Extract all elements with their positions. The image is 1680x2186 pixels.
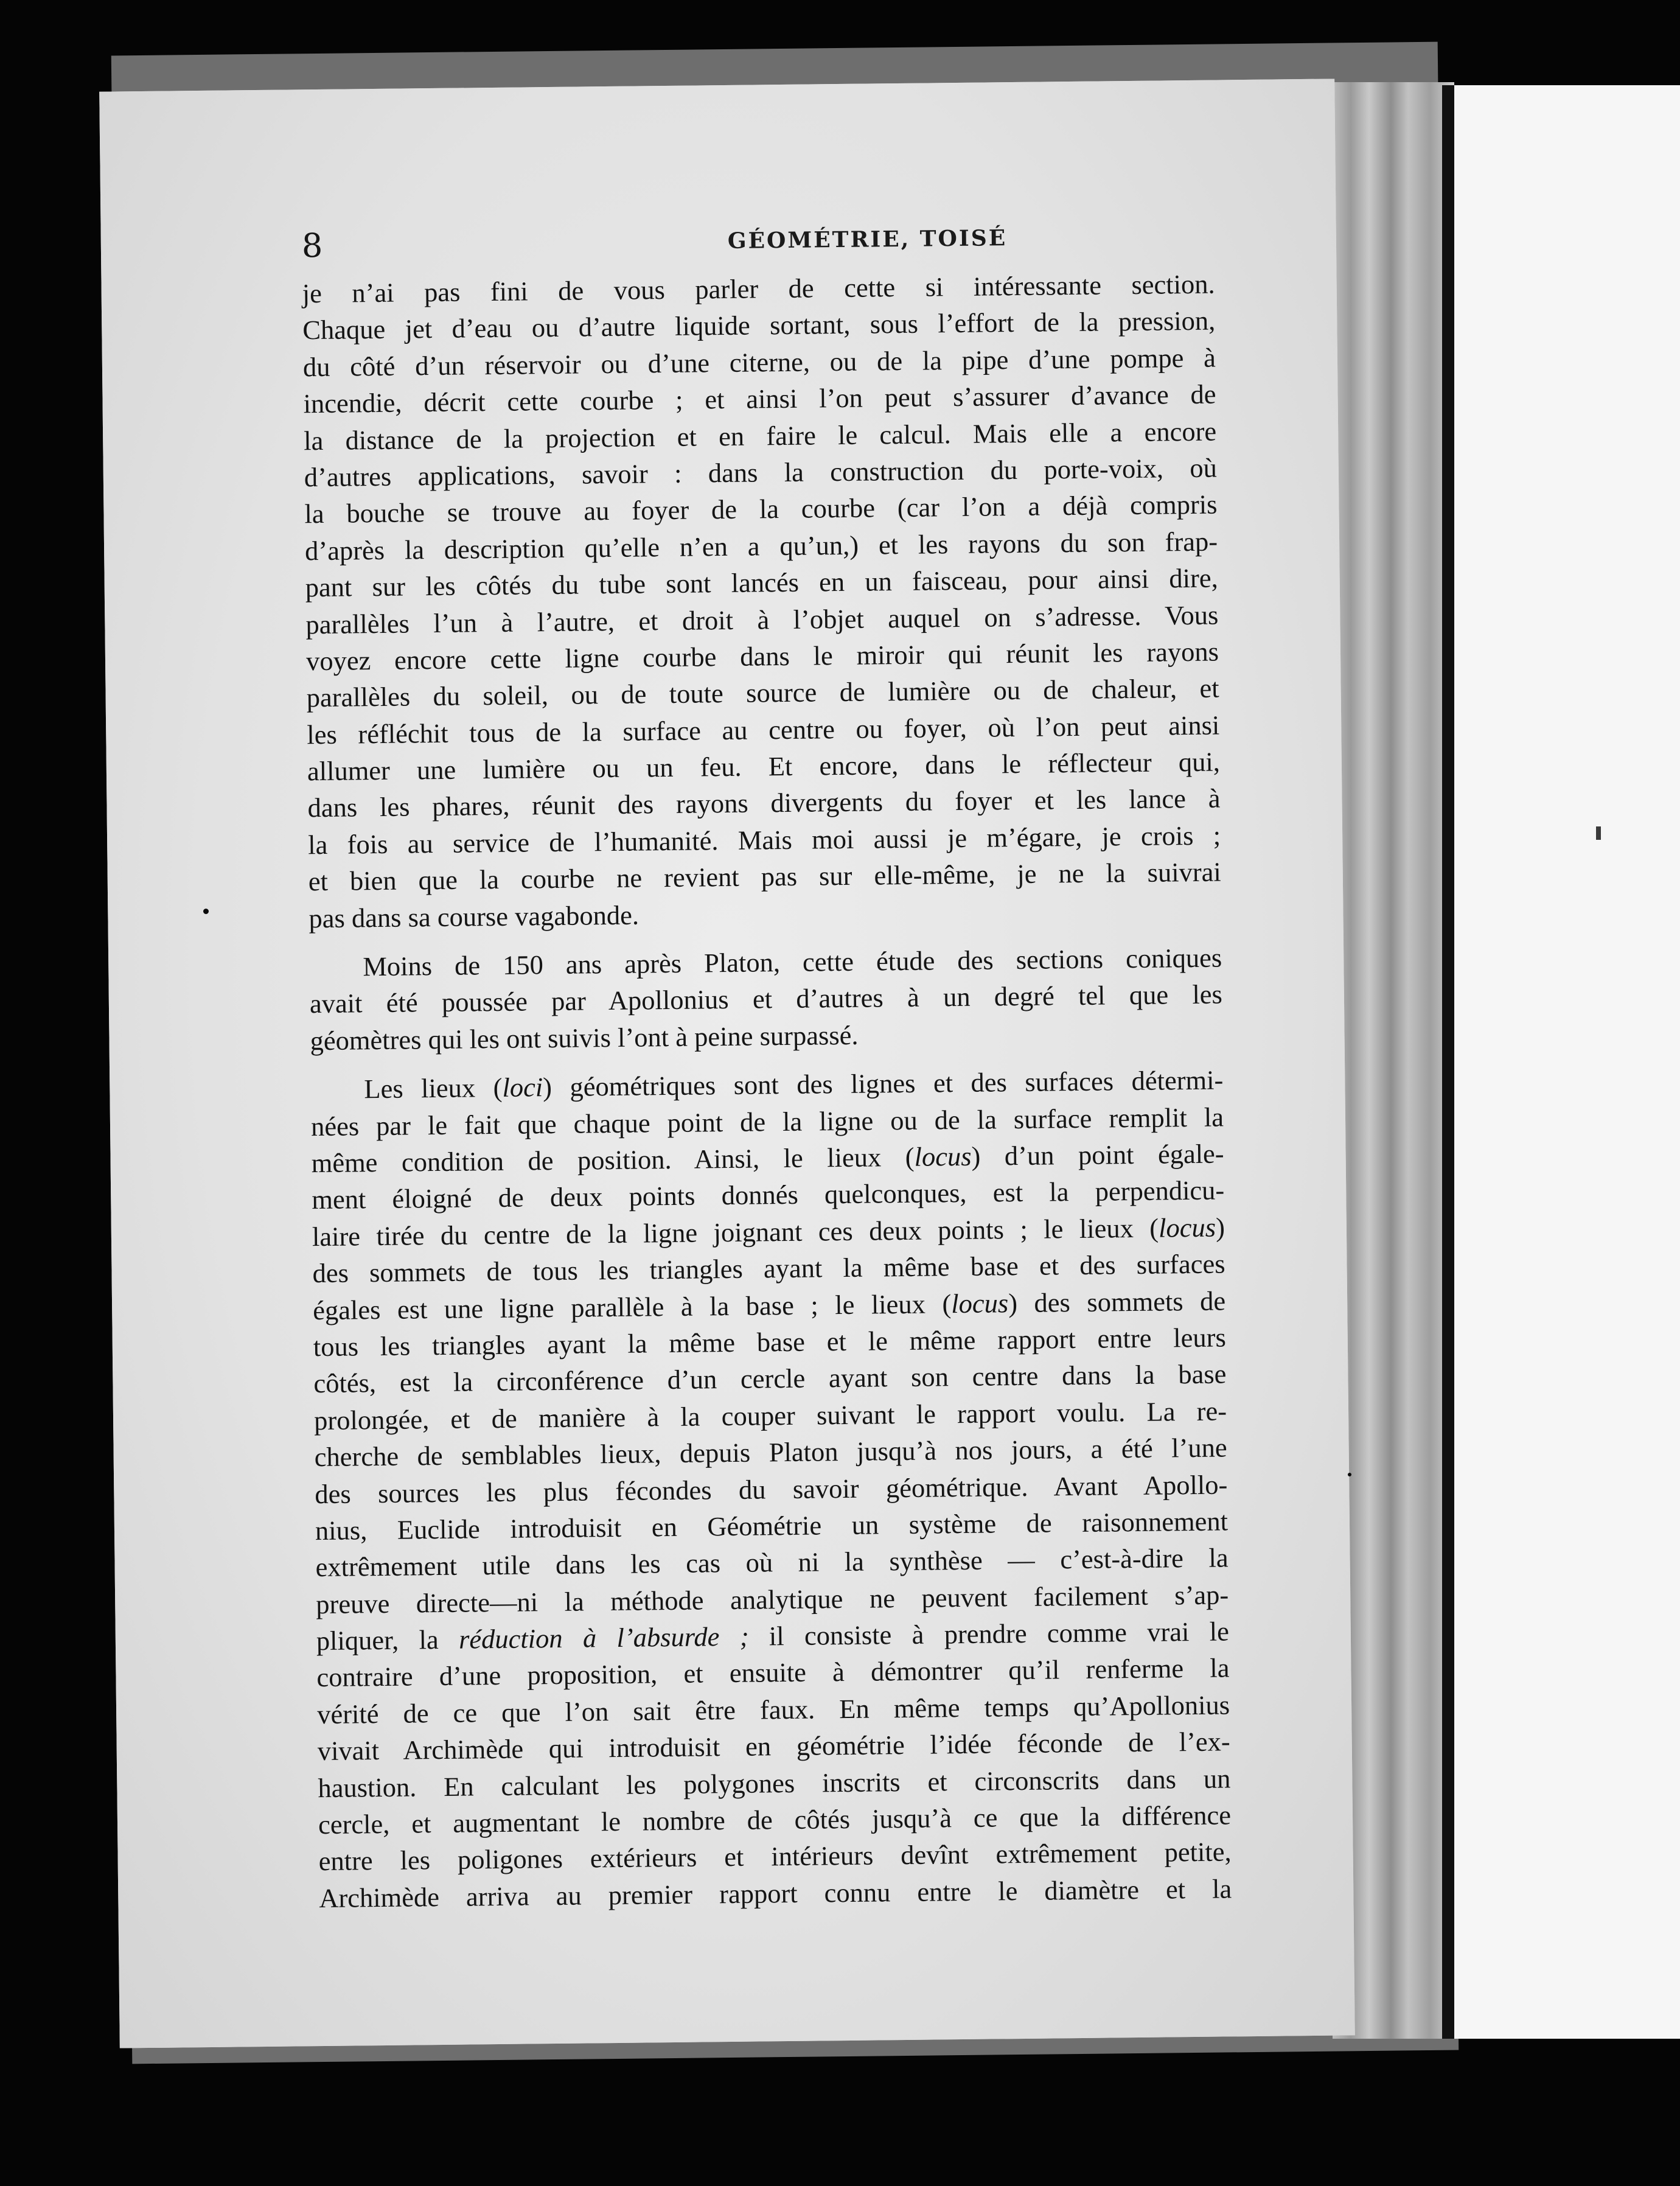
text-line: dans les phares, réunit des rayons divergents du foyer et les lance à (307, 783, 1221, 823)
text-segment: des sources les plus fécondes du savoir géométrique. Avant Apollo- (315, 1468, 1228, 1509)
text-segment: ment éloigné de deux points donnés quelconques, est la perpendicu- (312, 1175, 1225, 1215)
text-line: Moins de 150 ans après Platon, cette étude des sections coniques (363, 942, 1222, 982)
paragraph-1 (302, 266, 1221, 937)
margin-mark (1596, 826, 1601, 840)
text-line: la bouche se trouve au foyer de la courbe (car l’on a déjà compris (304, 489, 1218, 529)
text-segment: haustion. En calculant les polygones inscrits et circonscrits dans un (318, 1763, 1231, 1803)
text-line: pas dans sa course vagabonde. (308, 899, 640, 934)
running-title: GÉOMÉTRIE, TOISÉ (727, 225, 1008, 254)
text-line: voyez encore cette ligne courbe dans le miroir qui réunit les rayons (305, 636, 1219, 677)
body-text (302, 266, 1232, 1917)
text-line: du côté d’un réservoir ou d’une citerne, ou de la pipe d’une pompe à (302, 342, 1216, 383)
text-segment: cercle, et augmentant le nombre de côtés jusqu’à ce que la différence (318, 1800, 1232, 1840)
facing-page (1454, 85, 1680, 2039)
text-line: la fois au service de l’humanité. Mais moi aussi je m’égare, je crois ; (307, 820, 1221, 861)
text-segment: égales est une ligne parallèle à la base ; le lieux ( (312, 1288, 952, 1325)
text-segment: tous les triangles ayant la même base et le même rapport entre leurs (313, 1322, 1227, 1363)
text-segment: même condition de position. Ainsi, le lieux ( (311, 1141, 915, 1179)
text-line: pant sur les côtés du tube sont lancés en un faisceau, pour ainsi dire, (305, 562, 1218, 603)
italic-text: réduction à l’absurde ; (458, 1621, 749, 1655)
text-segment: entre les poligones extérieurs et intérieurs devînt extrêmement petite, (318, 1836, 1232, 1877)
text-segment: il consiste à prendre comme vrai le (748, 1616, 1230, 1652)
text-segment: prolongée, et de manière à la couper suivant le rapport voulu. La re- (313, 1395, 1227, 1436)
text-segment: ) géométriques sont des lignes et des surfaces détermi- (542, 1064, 1224, 1103)
text-segment: Les lieux ( (364, 1072, 503, 1105)
book-gutter (1442, 85, 1454, 2039)
text-segment: Archimède arriva au premier rapport connu entre le diamètre et la (319, 1873, 1232, 1913)
text-line: d’après la description qu’elle n’en a qu’un,) et les rayons du son frap- (304, 526, 1218, 566)
italic-text: locus (950, 1287, 1009, 1319)
dust-speck (203, 909, 209, 914)
text-line: incendie, décrit cette courbe ; et ainsi l’on peut s’assurer d’avance de (303, 379, 1216, 419)
text-segment: preuve directe—ni la méthode analytique ne peuvent facilement s’ap- (316, 1579, 1229, 1619)
italic-text: locus (1158, 1212, 1216, 1243)
text-segment: ) (1215, 1212, 1225, 1243)
book-page (99, 79, 1355, 2048)
text-segment: nius, Euclide introduisit en Géométrie un système de raisonnement (315, 1506, 1229, 1546)
text-line: parallèles l’un à l’autre, et droit à l’objet auquel on s’adresse. Vous (305, 599, 1219, 640)
text-segment: vérité de ce que l’on sait être faux. En même temps qu’Apollonius (316, 1689, 1230, 1730)
text-line: géomètres qui les ont suivis l’ont à peine surpassé. (310, 1019, 859, 1056)
paragraph-2 (309, 940, 1223, 1060)
text-segment: vivait Archimède qui introduisit en géométrie l’idée féconde de l’ex- (317, 1726, 1230, 1767)
text-line: Chaque jet d’eau ou d’autre liquide sortant, sous l’effort de la pression, (302, 305, 1216, 346)
text-segment: laire tirée du centre de la ligne joignant ces deux points ; le lieux ( (312, 1212, 1159, 1252)
italic-text: locus (914, 1140, 972, 1172)
italic-text: loci (502, 1072, 543, 1103)
text-segment: ) des sommets de (1008, 1285, 1226, 1318)
text-segment: contraire d’une proposition, et ensuite à démontrer qu’il renferme la (316, 1652, 1230, 1693)
text-line: et bien que la courbe ne revient pas sur elle-même, je ne la suivrai (308, 856, 1222, 897)
text-segment: pliquer, la (316, 1624, 459, 1657)
paragraph-3 (310, 1062, 1232, 1917)
text-line: la distance de la projection et en faire le calcul. Mais elle a encore (303, 416, 1217, 456)
text-line: parallèles du soleil, ou de toute source de lumière ou de chaleur, et (306, 672, 1219, 713)
page-number: 8 (301, 226, 323, 265)
dust-speck (1348, 1473, 1351, 1476)
text-segment: extrêmement utile dans les cas où ni la synthèse — c’est-à-dire la (315, 1542, 1229, 1583)
text-segment: côtés, est la circonférence d’un cercle ayant son centre dans la base (313, 1358, 1227, 1399)
text-segment: des sommets de tous les triangles ayant la même base et des surfaces (312, 1248, 1225, 1289)
text-line: je n’ai pas fini de vous parler de cette si intéressante section. (302, 268, 1215, 309)
text-line: avait été poussée par Apollonius et d’autres à un degré tel que les (309, 979, 1223, 1019)
text-line: les réfléchit tous de la surface au centre ou foyer, où l’on peut ainsi (307, 710, 1220, 750)
text-line: d’autres applications, savoir : dans la construction du porte-voix, où (304, 452, 1218, 493)
text-segment: nées par le fait que chaque point de la ligne ou de la surface remplit la (310, 1102, 1224, 1142)
text-line: allumer une lumière ou un feu. Et encore, dans le réflecteur qui, (307, 746, 1221, 787)
text-segment: ) d’un point égale- (971, 1138, 1224, 1172)
text-segment: cherche de semblables lieux, depuis Platon jusqu’à nos jours, a été l’une (314, 1432, 1227, 1473)
